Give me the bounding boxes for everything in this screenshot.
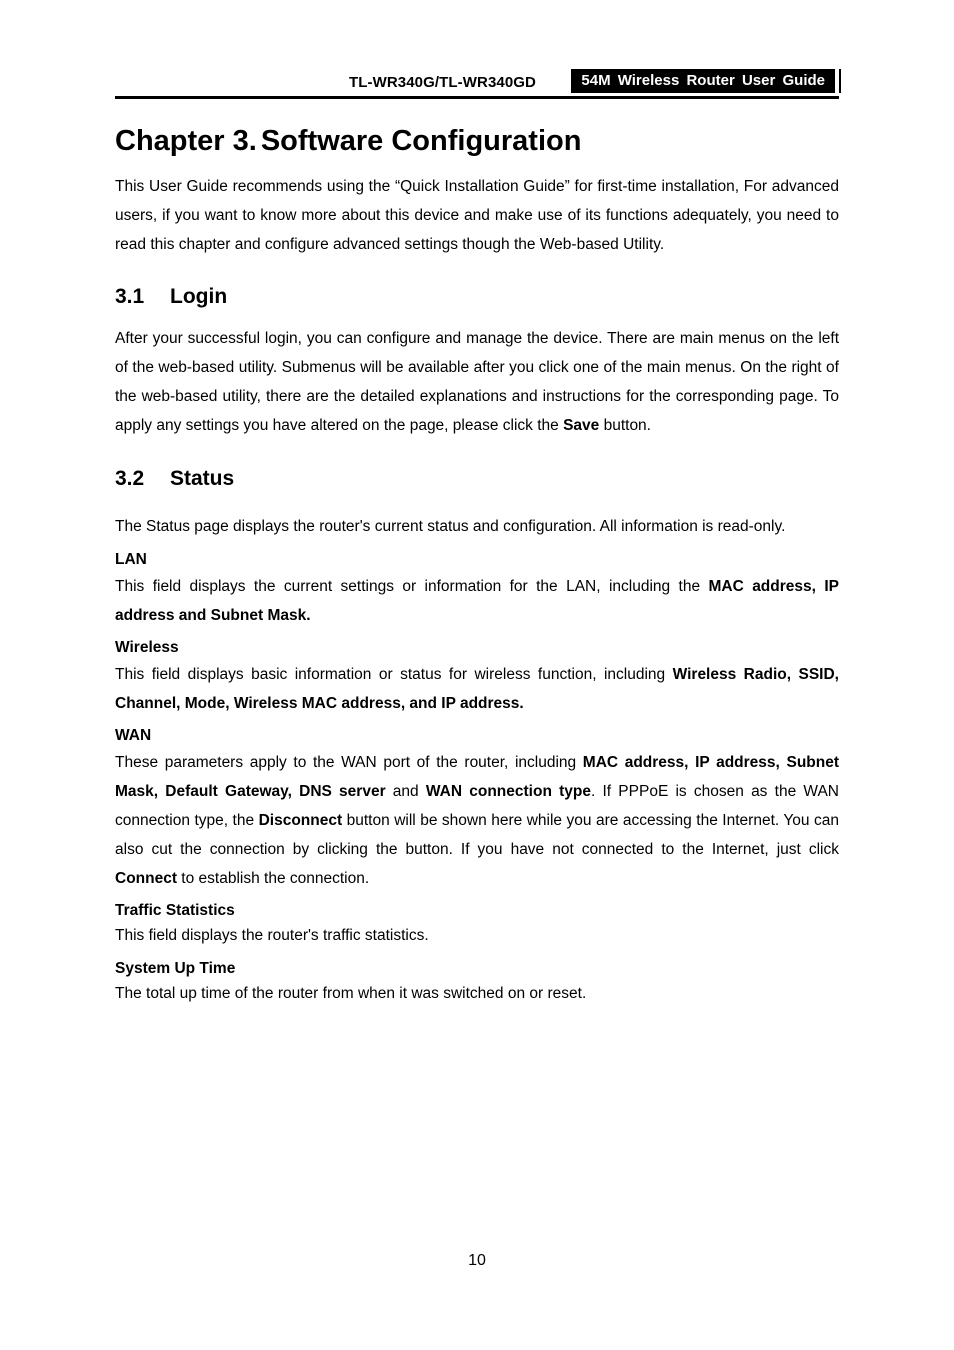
bold-run: MAC address, IP address, Subnet Mask, Default Gateway, DNS server [115,754,840,800]
wan-label: WAN [115,727,152,744]
traffic-paragraph: This field displays the router's traffic statistics. [115,927,429,944]
wan-paragraph [115,748,839,893]
chapter-intro: This User Guide recommends using the “Quick Installation Guide” for first-time installation, For advanced users, if you want to know more about this device and make use of its functions adequately, you need to read this chapter and configure advanced settings though the Web-based Utility. [115,178,839,253]
text-run: and [385,783,426,800]
bold-run: Disconnect [258,812,343,829]
chapter-title: Software Configuration [260,125,582,157]
text-run: After your successful login, you can configure and manage the device. There are main menus on the left of the web-based utility. Submenus will be available after you click one of the main menus. On the right of the web-based utility, there are the detailed explanations and instructions for the corresponding page. To apply any settings you have altered on the page, please click the [115,330,839,434]
uptime-label: System Up Time [115,960,236,977]
text-run: These parameters apply to the WAN port of the router, including [115,754,583,771]
model-name: TL-WR340G/TL-WR340GD [348,74,536,91]
uptime-paragraph: The total up time of the router from when it was switched on or reset. [115,985,587,1002]
page-header [115,70,839,99]
guide-title: 54M Wireless Router User Guide [571,69,839,93]
text-run: button will be shown here while you are accessing the Internet. You can also cut the connection by clicking the button. If you have not connected to the Internet, just click [115,812,840,858]
bold-run: Connect [115,870,177,887]
save-keyword: Save [563,417,600,434]
section-heading-login [115,282,839,312]
text-run: button. [599,417,651,434]
login-paragraph [115,324,839,440]
traffic-label: Traffic Statistics [115,902,235,919]
chapter-number: Chapter 3. [115,125,257,157]
bold-run: WAN connection type [425,783,591,800]
section-title: Login [170,285,228,308]
wireless-paragraph [115,660,839,718]
bold-run: MAC address, IP address and Subnet Mask. [115,578,839,624]
status-intro: The Status page displays the router's current status and configuration. All information is read-only. [115,518,786,535]
wireless-label: Wireless [115,639,179,656]
text-run: . If PPPoE is chosen as the WAN connection type, the [115,783,839,829]
section-title: Status [170,467,235,490]
bold-run: Wireless Radio, SSID, Channel, Mode, Wireless MAC address, and IP address. [115,666,839,712]
chapter-heading [115,118,839,164]
lan-paragraph [115,572,839,630]
text-run: This field displays the current settings or information for the LAN, including the [115,578,709,595]
page-content [115,118,839,1007]
section-number: 3.1 [115,285,145,308]
lan-label: LAN [115,551,147,568]
page-number: 10 [468,1252,486,1269]
text-run: This field displays basic information or status for wireless function, including [115,666,673,683]
section-heading-status [115,464,839,494]
text-run: to establish the connection. [177,870,370,887]
section-number: 3.2 [115,467,145,490]
